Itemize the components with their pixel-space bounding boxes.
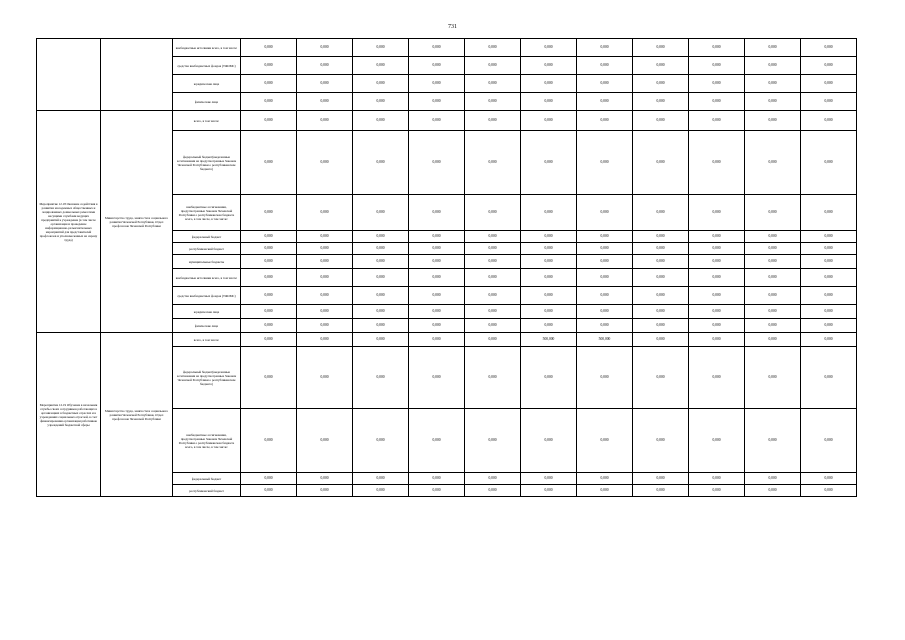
value-cell: 0,000 [241, 57, 297, 75]
value-cell: 0,000 [241, 231, 297, 243]
value-cell: 500,000 [521, 333, 577, 347]
source-label-cell: внебюджетные ассигнования, предусмотренные Законом Чеченской Республики о республиканском бюджете всего, в том числе, в том числе: [173, 409, 241, 473]
value-cell: 0,000 [577, 231, 633, 243]
value-cell: 0,000 [633, 473, 689, 485]
source-label-cell: федеральный бюджет [173, 473, 241, 485]
value-cell: 0,000 [521, 473, 577, 485]
value-cell: 0,000 [297, 269, 353, 287]
value-cell: 0,000 [577, 287, 633, 305]
value-cell: 0,000 [465, 305, 521, 319]
responsible-cell: Министерство труда, занятости и социального развития Чеченской Республики, Отдел профсоюзов Чеченской Республики [101, 111, 173, 333]
source-label-cell: всего, в том числе: [173, 111, 241, 131]
budget-table [36, 38, 857, 497]
value-cell: 0,000 [633, 75, 689, 93]
table-body [37, 39, 857, 497]
value-cell: 0,000 [409, 57, 465, 75]
value-cell: 0,000 [353, 75, 409, 93]
value-cell: 0,000 [353, 305, 409, 319]
value-cell: 0,000 [801, 75, 857, 93]
value-cell: 0,000 [297, 39, 353, 57]
value-cell: 0,000 [297, 255, 353, 269]
value-cell: 0,000 [465, 57, 521, 75]
value-cell: 500,000 [577, 333, 633, 347]
value-cell: 0,000 [241, 485, 297, 497]
value-cell: 0,000 [409, 305, 465, 319]
value-cell: 0,000 [745, 319, 801, 333]
value-cell: 0,000 [633, 287, 689, 305]
value-cell: 0,000 [633, 319, 689, 333]
value-cell: 0,000 [409, 75, 465, 93]
value-cell: 0,000 [465, 409, 521, 473]
value-cell: 0,000 [241, 131, 297, 195]
value-cell: 0,000 [633, 333, 689, 347]
value-cell: 0,000 [241, 243, 297, 255]
value-cell: 0,000 [409, 131, 465, 195]
value-cell: 0,000 [521, 287, 577, 305]
value-cell: 0,000 [745, 287, 801, 305]
value-cell: 0,000 [577, 93, 633, 111]
value-cell: 0,000 [633, 131, 689, 195]
value-cell: 0,000 [801, 39, 857, 57]
value-cell: 0,000 [353, 255, 409, 269]
source-label-cell: республиканский бюджет [173, 243, 241, 255]
value-cell: 0,000 [241, 195, 297, 231]
value-cell: 0,000 [577, 305, 633, 319]
value-cell: 0,000 [521, 111, 577, 131]
value-cell: 0,000 [689, 231, 745, 243]
value-cell: 0,000 [409, 347, 465, 409]
value-cell: 0,000 [297, 111, 353, 131]
value-cell: 0,000 [689, 347, 745, 409]
value-cell: 0,000 [577, 269, 633, 287]
value-cell: 0,000 [689, 319, 745, 333]
value-cell: 0,000 [577, 39, 633, 57]
value-cell: 0,000 [241, 39, 297, 57]
value-cell: 0,000 [689, 473, 745, 485]
value-cell: 0,000 [465, 287, 521, 305]
value-cell: 0,000 [465, 243, 521, 255]
value-cell: 0,000 [577, 409, 633, 473]
value-cell: 0,000 [521, 243, 577, 255]
value-cell: 0,000 [521, 409, 577, 473]
value-cell: 0,000 [745, 347, 801, 409]
source-label-cell: федеральный бюджет(выделенные ассигнования на предусмотренные Законом Чеченской Республики о республиканском бюджете) [173, 131, 241, 195]
measure-cell [37, 39, 101, 111]
value-cell: 0,000 [689, 409, 745, 473]
value-cell: 0,000 [633, 195, 689, 231]
value-cell: 0,000 [409, 319, 465, 333]
value-cell: 0,000 [577, 473, 633, 485]
measure-cell: Мероприятие 12.18 Оказание содействия в развитии молодежных общественных и лоцированных дошкольных ремеслами несущими службами ведущих предприятий к учреждение (в том числе организация и проведение информационно-разъяснительных мероприятий для представителей профсоюзов и уполномоченных на охрану труда) [37, 111, 101, 333]
value-cell: 0,000 [801, 347, 857, 409]
value-cell: 0,000 [745, 485, 801, 497]
value-cell: 0,000 [353, 347, 409, 409]
value-cell: 0,000 [689, 75, 745, 93]
value-cell: 0,000 [409, 473, 465, 485]
value-cell: 0,000 [353, 195, 409, 231]
value-cell: 0,000 [297, 347, 353, 409]
value-cell: 0,000 [801, 57, 857, 75]
value-cell: 0,000 [409, 243, 465, 255]
value-cell: 0,000 [745, 195, 801, 231]
value-cell: 0,000 [521, 75, 577, 93]
value-cell: 0,000 [353, 39, 409, 57]
value-cell: 0,000 [577, 131, 633, 195]
source-label-cell: федеральный бюджет(выделенные ассигнования на предусмотренные Законом Чеченской Республики о республиканском бюджете) [173, 347, 241, 409]
value-cell: 0,000 [465, 131, 521, 195]
source-label-cell: муниципальные бюджеты [173, 255, 241, 269]
value-cell: 0,000 [409, 195, 465, 231]
value-cell: 0,000 [353, 409, 409, 473]
value-cell: 0,000 [745, 333, 801, 347]
value-cell: 0,000 [745, 305, 801, 319]
value-cell: 0,000 [689, 57, 745, 75]
source-label-cell: республиканский бюджет [173, 485, 241, 497]
value-cell: 0,000 [577, 195, 633, 231]
source-label-cell: юридические лица [173, 305, 241, 319]
source-label-cell: средства внебюджетных фондов (ТФОМС) [173, 57, 241, 75]
value-cell: 0,000 [689, 305, 745, 319]
value-cell: 0,000 [801, 93, 857, 111]
value-cell: 0,000 [521, 319, 577, 333]
value-cell: 0,000 [297, 131, 353, 195]
value-cell: 0,000 [465, 93, 521, 111]
value-cell: 0,000 [577, 255, 633, 269]
measure-cell: Мероприятие 12.19 Обучение в начальник службы своих сотрудников работающих в организациях в бюджетных отраслях и в учреждениях социальных отраслей, в счет финансирования организации работников учреждений бюджетной сферы [37, 333, 101, 497]
value-cell: 0,000 [241, 269, 297, 287]
value-cell: 0,000 [297, 57, 353, 75]
value-cell: 0,000 [633, 93, 689, 111]
value-cell: 0,000 [353, 269, 409, 287]
value-cell: 0,000 [353, 131, 409, 195]
value-cell: 0,000 [297, 195, 353, 231]
value-cell: 0,000 [745, 75, 801, 93]
value-cell: 0,000 [241, 287, 297, 305]
source-label-cell: физические лица [173, 93, 241, 111]
value-cell: 0,000 [745, 269, 801, 287]
value-cell: 0,000 [521, 347, 577, 409]
value-cell: 0,000 [409, 287, 465, 305]
value-cell: 0,000 [577, 347, 633, 409]
value-cell: 0,000 [241, 75, 297, 93]
value-cell: 0,000 [521, 195, 577, 231]
value-cell: 0,000 [297, 319, 353, 333]
value-cell: 0,000 [521, 131, 577, 195]
value-cell: 0,000 [633, 39, 689, 57]
value-cell: 0,000 [689, 131, 745, 195]
value-cell: 0,000 [353, 231, 409, 243]
value-cell: 0,000 [297, 305, 353, 319]
value-cell: 0,000 [409, 111, 465, 131]
value-cell: 0,000 [297, 231, 353, 243]
value-cell: 0,000 [633, 243, 689, 255]
value-cell: 0,000 [409, 409, 465, 473]
value-cell: 0,000 [353, 333, 409, 347]
value-cell: 0,000 [801, 243, 857, 255]
value-cell: 0,000 [633, 347, 689, 409]
value-cell: 0,000 [801, 485, 857, 497]
value-cell: 0,000 [465, 319, 521, 333]
value-cell: 0,000 [297, 243, 353, 255]
value-cell: 0,000 [745, 111, 801, 131]
value-cell: 0,000 [241, 111, 297, 131]
value-cell: 0,000 [297, 333, 353, 347]
value-cell: 0,000 [689, 39, 745, 57]
value-cell: 0,000 [633, 57, 689, 75]
value-cell: 0,000 [745, 131, 801, 195]
page-number: 731 [448, 24, 457, 30]
value-cell: 0,000 [745, 93, 801, 111]
value-cell: 0,000 [353, 473, 409, 485]
value-cell: 0,000 [409, 255, 465, 269]
value-cell: 0,000 [801, 409, 857, 473]
value-cell: 0,000 [689, 485, 745, 497]
value-cell: 0,000 [241, 347, 297, 409]
value-cell: 0,000 [465, 195, 521, 231]
value-cell: 0,000 [745, 255, 801, 269]
table-row [37, 39, 857, 57]
value-cell: 0,000 [633, 305, 689, 319]
value-cell: 0,000 [745, 57, 801, 75]
value-cell: 0,000 [521, 57, 577, 75]
value-cell: 0,000 [353, 57, 409, 75]
value-cell: 0,000 [689, 269, 745, 287]
value-cell: 0,000 [409, 231, 465, 243]
value-cell: 0,000 [353, 243, 409, 255]
value-cell: 0,000 [521, 39, 577, 57]
value-cell: 0,000 [801, 111, 857, 131]
value-cell: 0,000 [521, 305, 577, 319]
value-cell: 0,000 [241, 333, 297, 347]
value-cell: 0,000 [689, 333, 745, 347]
value-cell: 0,000 [465, 473, 521, 485]
value-cell: 0,000 [801, 269, 857, 287]
value-cell: 0,000 [465, 39, 521, 57]
value-cell: 0,000 [353, 319, 409, 333]
value-cell: 0,000 [521, 269, 577, 287]
value-cell: 0,000 [745, 231, 801, 243]
value-cell: 0,000 [577, 57, 633, 75]
value-cell: 0,000 [801, 255, 857, 269]
value-cell: 0,000 [409, 485, 465, 497]
value-cell: 0,000 [521, 485, 577, 497]
source-label-cell: всего, в том числе: [173, 333, 241, 347]
value-cell: 0,000 [689, 243, 745, 255]
value-cell: 0,000 [633, 231, 689, 243]
value-cell: 0,000 [465, 485, 521, 497]
source-label-cell: физические лица [173, 319, 241, 333]
responsible-cell: Министерство труда, занятости и социального развития Чеченской Республики, Отдел профсоюзов Чеченской Республики [101, 333, 173, 497]
source-label-cell: внебюджетные ассигнования, предусмотренные Законом Чеченской Республики о республиканском бюджете всего, в том числе, в том числе: [173, 195, 241, 231]
value-cell: 0,000 [409, 333, 465, 347]
value-cell: 0,000 [353, 485, 409, 497]
source-label-cell: внебюджетные источники всего, в том числе: [173, 39, 241, 57]
value-cell: 0,000 [241, 319, 297, 333]
source-label-cell: федеральный бюджет [173, 231, 241, 243]
value-cell: 0,000 [745, 473, 801, 485]
value-cell: 0,000 [633, 485, 689, 497]
value-cell: 0,000 [465, 347, 521, 409]
value-cell: 0,000 [241, 409, 297, 473]
value-cell: 0,000 [745, 39, 801, 57]
value-cell: 0,000 [689, 255, 745, 269]
value-cell: 0,000 [297, 93, 353, 111]
value-cell: 0,000 [241, 255, 297, 269]
source-label-cell: внебюджетные источники всего, в том числе: [173, 269, 241, 287]
value-cell: 0,000 [801, 305, 857, 319]
source-label-cell: юридические лица [173, 75, 241, 93]
value-cell: 0,000 [801, 131, 857, 195]
value-cell: 0,000 [353, 93, 409, 111]
value-cell: 0,000 [801, 319, 857, 333]
value-cell: 0,000 [577, 243, 633, 255]
table-row [37, 111, 857, 131]
value-cell: 0,000 [577, 75, 633, 93]
value-cell: 0,000 [577, 111, 633, 131]
value-cell: 0,000 [297, 287, 353, 305]
value-cell: 0,000 [297, 75, 353, 93]
value-cell: 0,000 [241, 93, 297, 111]
value-cell: 0,000 [745, 409, 801, 473]
value-cell: 0,000 [297, 485, 353, 497]
value-cell: 0,000 [297, 473, 353, 485]
value-cell: 0,000 [633, 255, 689, 269]
value-cell: 0,000 [465, 333, 521, 347]
source-label-cell: средства внебюджетных фондов (ТФОМС) [173, 287, 241, 305]
value-cell: 0,000 [297, 409, 353, 473]
value-cell: 0,000 [633, 269, 689, 287]
value-cell: 0,000 [241, 473, 297, 485]
responsible-cell [101, 39, 173, 111]
value-cell: 0,000 [521, 231, 577, 243]
value-cell: 0,000 [801, 287, 857, 305]
value-cell: 0,000 [801, 473, 857, 485]
value-cell: 0,000 [577, 319, 633, 333]
value-cell: 0,000 [409, 93, 465, 111]
value-cell: 0,000 [633, 111, 689, 131]
value-cell: 0,000 [745, 243, 801, 255]
table-row [37, 333, 857, 347]
value-cell: 0,000 [577, 485, 633, 497]
value-cell: 0,000 [465, 269, 521, 287]
value-cell: 0,000 [465, 111, 521, 131]
value-cell: 0,000 [241, 305, 297, 319]
value-cell: 0,000 [353, 287, 409, 305]
value-cell: 0,000 [465, 75, 521, 93]
value-cell: 0,000 [409, 39, 465, 57]
value-cell: 0,000 [801, 333, 857, 347]
value-cell: 0,000 [689, 195, 745, 231]
value-cell: 0,000 [465, 255, 521, 269]
value-cell: 0,000 [353, 111, 409, 131]
value-cell: 0,000 [521, 255, 577, 269]
value-cell: 0,000 [465, 231, 521, 243]
value-cell: 0,000 [521, 93, 577, 111]
value-cell: 0,000 [801, 195, 857, 231]
value-cell: 0,000 [801, 231, 857, 243]
value-cell: 0,000 [633, 409, 689, 473]
value-cell: 0,000 [689, 93, 745, 111]
value-cell: 0,000 [689, 111, 745, 131]
value-cell: 0,000 [409, 269, 465, 287]
value-cell: 0,000 [689, 287, 745, 305]
